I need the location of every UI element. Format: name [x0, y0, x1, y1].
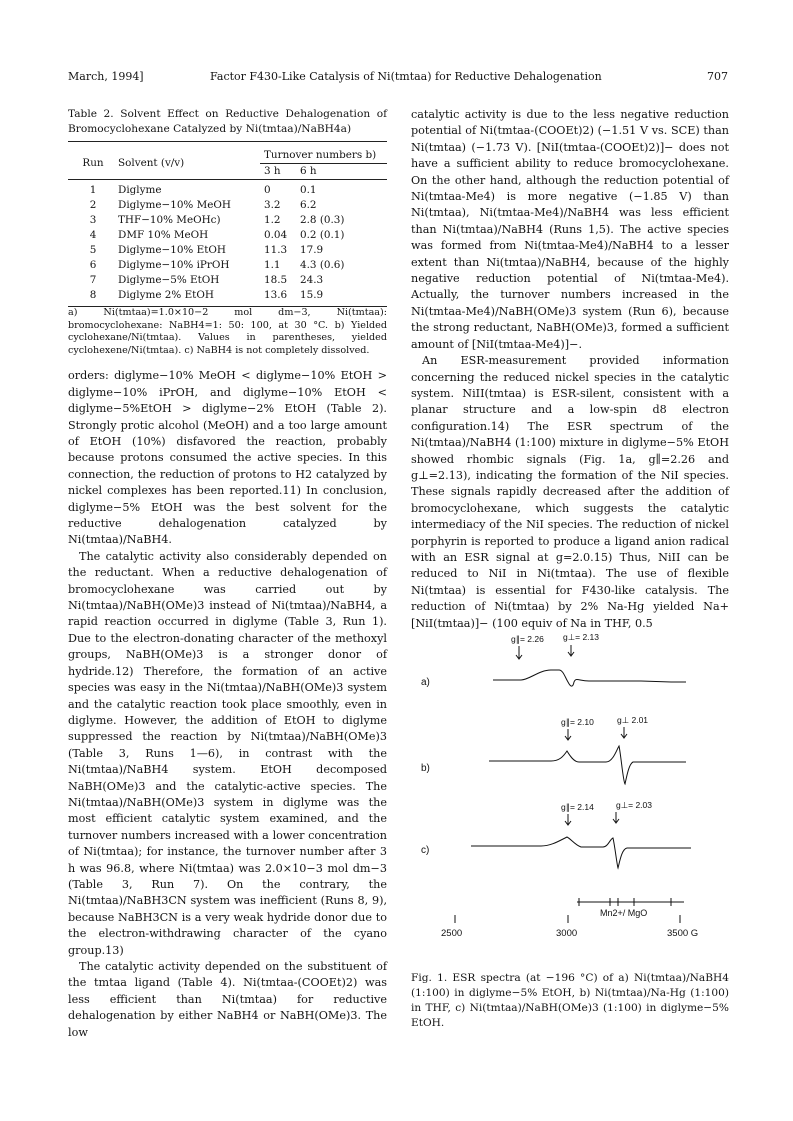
- b-gperp-label: g⊥ 2.01: [617, 715, 649, 725]
- cell-solvent: THF−10% MeOHc): [118, 214, 221, 226]
- table-top-rule: [68, 141, 387, 142]
- cell-run: 4: [89, 229, 97, 241]
- mn-label: Mn2+/ MgO: [600, 908, 648, 918]
- c-gpar-arrow: [565, 814, 571, 825]
- cell-6h: 6.2: [300, 199, 317, 211]
- label-b: b): [421, 763, 430, 774]
- a-gperp-arrow: [568, 645, 574, 656]
- header-page-number: 707: [707, 70, 728, 83]
- cell-6h: 0.1: [300, 184, 317, 196]
- cell-run: 2: [89, 199, 97, 211]
- cell-6h: 0.2 (0.1): [300, 229, 345, 241]
- cell-3h: 0.04: [264, 229, 288, 241]
- cell-solvent: Diglyme−10% iPrOH: [118, 259, 230, 271]
- esr-spectra-svg: [411, 625, 729, 955]
- left-column: [68, 107, 387, 1041]
- cell-3h: 1.1: [264, 259, 281, 271]
- b-gpar-arrow: [565, 729, 571, 740]
- label-c: c): [421, 845, 430, 856]
- left-paragraph-2: The catalytic activity also considerably depended on the reductant. When a reductive dehalogenation of bromocyclohexane was carried out by Ni(tmtaa)/NaBH(OMe)3 instead of Ni(tmtaa)/NaBH4, a rapid reaction occurred in diglyme (Table 3, Run 1). Due to the electron-donating character of the methoxyl groups, NaBH(OMe)3 is a stronger donor of hydride.12) Therefore, the formation of an active species was easy in the Ni(tmtaa)/NaBH(OMe)3 system and the catalytic reaction took place smoothly, even in diglyme. However, the addition of EtOH to diglyme suppressed the reaction by Ni(tmtaa)/NaBH(OMe)3 (Table 3, Runs 1—6), in contrast with the Ni(tmtaa)/NaBH4 system. EtOH decomposed NaBH(OMe)3 and the catalytic-active species. The Ni(tmtaa)/NaBH(OMe)3 system in diglyme was the most efficient catalytic system examined, and the turnover numbers increased with a lower concentration of Ni(tmtaa); for instance, the turnover number after 3 h was 96.8, where Ni(tmtaa) was 2.0×10−3 mol dm−3 (Table 3, Run 7). On the contrary, the Ni(tmtaa)/NaBH3CN system was inefficient (Runs 8, 9), because NaBH3CN is a very weak hydride donor due to the electron-withdrawing character of the cyano group.13): [68, 549, 387, 957]
- left-paragraph-1: orders: diglyme−10% MeOH < diglyme−10% EtOH > diglyme−10% iPrOH, and diglyme−10% EtOH < diglyme−5%EtOH > diglyme−2% EtOH (Table 2). Strongly protic alcohol (MeOH) and a too large amount of EtOH (10%) disfavored the reaction, probably because protons consumed the active species. In this connection, the reduction of protons to H2 catalyzed by nickel complexes has been reported.11) In conclusion, diglyme−5% EtOH was the best solvent for the reductive dehalogenation catalyzed by Ni(tmtaa)/NaBH4.: [68, 369, 387, 547]
- th-solvent: Solvent (v/v): [118, 157, 185, 169]
- cell-solvent: DMF 10% MeOH: [118, 229, 209, 241]
- header-date: March, 1994]: [68, 70, 144, 83]
- x-tick-3500: 3500 G: [667, 928, 699, 939]
- table-row: [68, 273, 387, 288]
- cell-6h: 4.3 (0.6): [300, 259, 345, 271]
- x-tick-2500: 2500: [441, 928, 463, 939]
- cell-run: 7: [89, 274, 97, 286]
- cell-solvent: Diglyme 2% EtOH: [118, 289, 214, 301]
- table-row: [68, 258, 387, 273]
- b-gpar-label: g∥= 2.10: [561, 717, 594, 727]
- th-6h: 6 h: [300, 165, 317, 177]
- cell-6h: 24.3: [300, 274, 324, 286]
- cell-run: 3: [89, 214, 97, 226]
- x-tick-3000: 3000: [556, 928, 578, 939]
- table-caption: Table 2. Solvent Effect on Reductive Dehalogenation of Bromocyclohexane Catalyzed by Ni(tmtaa)/NaBH4a): [68, 108, 387, 135]
- a-gpar-label: g∥= 2.26: [511, 634, 544, 644]
- a-gpar-arrow: [516, 646, 522, 659]
- th-3h: 3 h: [264, 165, 281, 177]
- header-title: Factor F430-Like Catalysis of Ni(tmtaa) for Reductive Dehalogenation: [210, 70, 602, 83]
- table-row: [68, 243, 387, 258]
- th-turnover: Turnover numbers b): [260, 148, 387, 164]
- a-gperp-label: g⊥= 2.13: [563, 632, 600, 642]
- c-gperp-arrow: [613, 812, 619, 823]
- cell-run: 8: [89, 289, 97, 301]
- spectrum-a: [493, 670, 686, 686]
- cell-3h: 13.6: [264, 289, 288, 301]
- cell-3h: 1.2: [264, 214, 281, 226]
- cell-3h: 3.2: [264, 199, 281, 211]
- spectrum-c: [471, 837, 691, 868]
- cell-6h: 2.8 (0.3): [300, 214, 345, 226]
- table-2: [68, 148, 387, 303]
- right-column: [411, 107, 729, 632]
- table-row: [68, 288, 387, 303]
- cell-solvent: Diglyme−10% EtOH: [118, 244, 226, 256]
- cell-6h: 15.9: [300, 289, 324, 301]
- esr-figure: [411, 625, 729, 955]
- mn-marker-scale: [577, 898, 684, 906]
- right-paragraph-1: catalytic activity is due to the less negative reduction potential of Ni(tmtaa-(COOEt)2) (−1.51 V vs. SCE) than Ni(tmtaa) (−1.73 V). [NiI(tmtaa-(COOEt)2)]− does not have a sufficient ability to reduce bromocyclohexane. On the other hand, although the reduction potential of Ni(tmtaa-Me4) is more negative (−1.85 V) than Ni(tmtaa), Ni(tmtaa-Me4)/NaBH4 was less efficient than Ni(tmtaa)/NaBH4 (Runs 1,5). The active species was formed from Ni(tmtaa-Me4)/NaBH4 to a lesser extent than Ni(tmtaa)/NaBH4, because of the highly negative reduction potential of Ni(tmtaa-Me4). Actually, the turnover numbers increased in the Ni(tmtaa-Me4)/NaBH(OMe)3 system (Run 6), because the strong reductant, NaBH(OMe)3, formed a sufficient amount of [NiI(tmtaa-Me4)]−.: [411, 108, 729, 351]
- cell-run: 1: [89, 184, 97, 196]
- cell-run: 6: [89, 259, 97, 271]
- cell-3h: 18.5: [264, 274, 288, 286]
- cell-solvent: Diglyme−10% MeOH: [118, 199, 231, 211]
- left-paragraph-3: The catalytic activity depended on the substituent of the tmtaa ligand (Table 4). Ni(tmtaa-(COOEt)2) was less efficient than Ni(tmtaa) for reductive dehalogenation by either NaBH4 or NaBH(OMe)3. The low: [68, 960, 387, 1039]
- table-row: [68, 228, 387, 243]
- table-row: [68, 198, 387, 213]
- spectrum-b: [489, 746, 686, 784]
- cell-solvent: Diglyme: [118, 184, 162, 196]
- th-run: Run: [82, 157, 104, 169]
- cell-solvent: Diglyme−5% EtOH: [118, 274, 220, 286]
- table-row: [68, 183, 387, 198]
- cell-6h: 17.9: [300, 244, 324, 256]
- b-gperp-arrow: [621, 727, 627, 738]
- table-row: [68, 213, 387, 228]
- table-footnote: a) Ni(tmtaa)=1.0×10−2 mol dm−3, Ni(tmtaa): bromocyclohexane: NaBH4=1: 50: 100, at 30 °C. b) Yielded cyclohexane/Ni(tmtaa). Values in parentheses, yielded cyclohexene/Ni(tmtaa). c) NaBH4 is not completely dissolved.: [68, 307, 387, 356]
- label-a: a): [421, 677, 430, 688]
- cell-3h: 0: [264, 184, 271, 196]
- c-gpar-label: g∥= 2.14: [561, 802, 594, 812]
- c-gperp-label: g⊥= 2.03: [616, 800, 653, 810]
- cell-run: 5: [89, 244, 97, 256]
- right-paragraph-2: An ESR-measurement provided information concerning the reduced nickel species in the catalytic system. NiII(tmtaa) is ESR-silent, consistent with a planar structure and a low-spin d8 electron configuration.14) The ESR spectrum of the Ni(tmtaa)/NaBH4 (1:100) mixture in diglyme−5% EtOH showed rhombic signals (Fig. 1a, g∥=2.26 and g⊥=2.13), indicating the formation of the NiI species. These signals rapidly decreased after the addition of bromocyclohexane, which suggests the catalytic intermediacy of the NiI species. The reduction of nickel porphyrin is reported to produce a ligand anion radical with an ESR signal at g=2.0.15) Thus, NiII can be reduced to NiI in Ni(tmtaa). The use of flexible Ni(tmtaa) is essential for F430-like catalysis. The reduction of Ni(tmtaa) by 2% Na-Hg yielded Na+[NiI(tmtaa)]− (100 equiv of Na in THF, 0.5: [411, 354, 729, 630]
- figure-caption: Fig. 1. ESR spectra (at −196 °C) of a) Ni(tmtaa)/NaBH4 (1:100) in diglyme−5% EtOH, b) Ni(tmtaa)/Na-Hg (1:100) in THF, c) Ni(tmtaa)/NaBH(OMe)3 (1:100) in diglyme−5% EtOH.: [411, 971, 729, 1029]
- cell-3h: 11.3: [264, 244, 288, 256]
